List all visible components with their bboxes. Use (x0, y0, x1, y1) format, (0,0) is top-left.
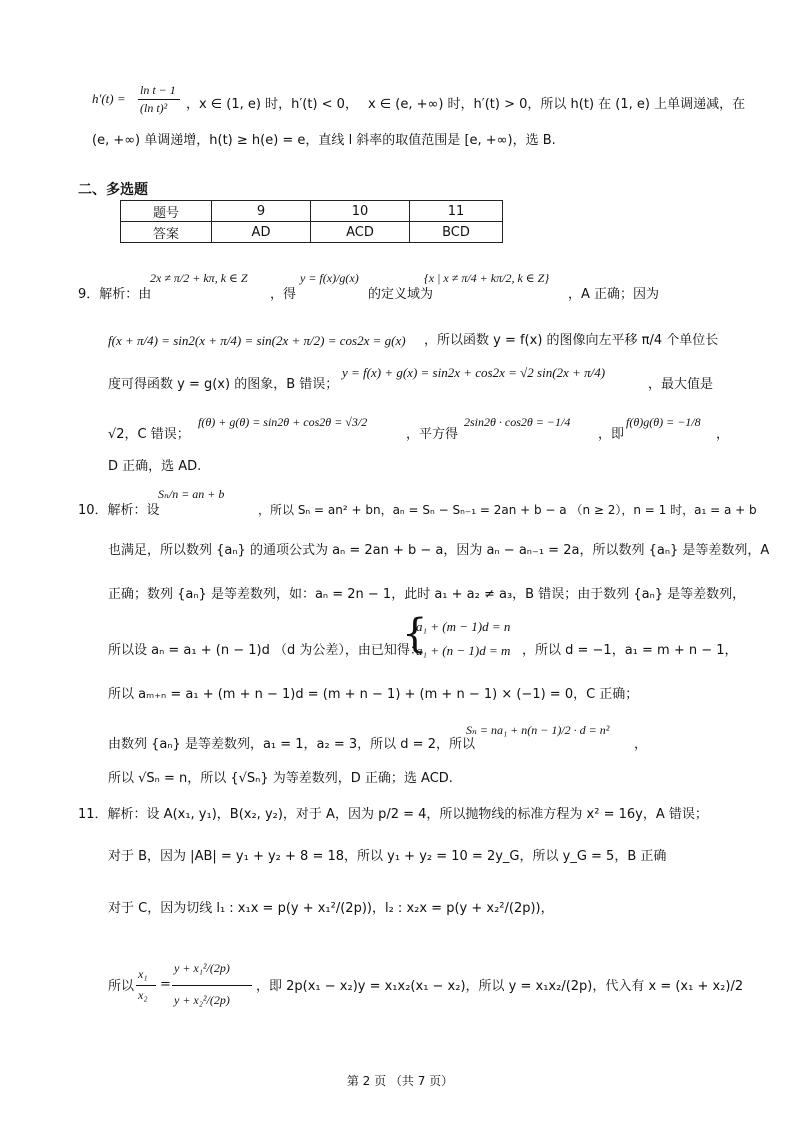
q9-line-3b: y = f(x) + g(x) = sin2x + cos2x = √2 sin(2x + π/4) (342, 365, 606, 380)
table-row (121, 201, 503, 222)
q11-frac-lhs-den: x₂ (138, 988, 148, 1002)
q9-line-1g: ，A 正确；因为 (568, 287, 660, 302)
system-brace: { (402, 611, 428, 657)
q10-line-6b: Sₙ = na₁ + n(n − 1)/2 · d = n² (466, 723, 610, 737)
q10-sys-2: a₁ + (n − 1)d = m (416, 643, 511, 658)
q10-line-2: 也满足，所以数列 {aₙ} 的通项公式为 aₙ = 2an + b − a，因为 aₙ − aₙ₋₁ = 2a，所以数列 {aₙ} 是等差数列，A (108, 543, 770, 558)
q9-line-4b: f(θ) + g(θ) = sin2θ + cos2θ = √3/2 (198, 415, 368, 429)
page-footer: 第 2 页 （共 7 页） (346, 1074, 454, 1088)
q9-line-1d: y = f(x)/g(x) (300, 271, 359, 285)
table-row (121, 222, 503, 243)
q9-line-4d: 2sin2θ · cos2θ = −1/4 (464, 415, 571, 429)
q10-line-5: 所以 aₘ₊ₙ = a₁ + (m + n − 1)d = (m + n − 1) + (m + n − 1) × (−1) = 0，C 正确； (108, 687, 639, 702)
q9-line-1c: ，得 (270, 287, 297, 302)
q9-line-4c: ，平方得 (406, 427, 459, 442)
intro-frac-num: ln t − 1 (140, 83, 176, 97)
q9-line-1f: {x | x ≠ π/4 + kπ/2, k ∈ Z} (424, 271, 550, 285)
table-header-label: 题号 (121, 201, 212, 222)
q11-frac-eq: = (160, 977, 171, 992)
q9-line-3a: 度可得函数 y = g(x) 的图象，B 错误； (108, 377, 339, 392)
q9-line-3c: ，最大值是 (648, 377, 714, 392)
q10-line-4a: 所以设 aₙ = a₁ + (n − 1)d （d 为公差），由已知得： (108, 643, 423, 658)
intro-text-2: x ∈ (e, +∞) 时，h′(t) > 0，所以 h(t) 在 (1, e) 上单调递减，在 (368, 97, 746, 112)
q10-line-3: 正确；数列 {aₙ} 是等差数列，如：aₙ = 2n − 1，此时 a₁ + a₂ ≠ a₃，B 错误；由于数列 {aₙ} 是等差数列， (108, 587, 746, 602)
table-answer-label: 答案 (121, 222, 212, 243)
table-cell: 11 (410, 201, 503, 222)
q9-line-4a: √2，C 错误； (108, 427, 190, 442)
q9-line-2b: ，所以函数 y = f(x) 的图像向左平移 π/4 个单位长 (424, 333, 719, 348)
q11-line-1: 11．解析：设 A(x₁, y₁)，B(x₂, y₂)，对于 A，因为 p/2 = 4，所以抛物线的标准方程为 x² = 16y，A 错误； (78, 807, 708, 822)
q11-frac-rhs-bar (172, 985, 252, 986)
intro-h-prime: h′(t) = (92, 91, 126, 106)
q11-frac-rhs-num: y + x₁²/(2p) (174, 961, 230, 975)
q9-line-1e: 的定义域为 (368, 287, 434, 302)
q11-line-4a: 所以 (108, 979, 135, 994)
q10-line-1c: ，所以 Sₙ = an² + bn，aₙ = Sₙ − Sₙ₋₁ = 2an + b − a （n ≥ 2），n = 1 时，a₁ = a + b (258, 503, 757, 517)
intro-line-2: (e, +∞) 单调递增，h(t) ≥ h(e) = e，直线 l 斜率的取值范围是 [e, +∞)，选 B. (92, 133, 556, 148)
q9-line-1a: 9．解析：由 (78, 287, 152, 302)
q11-frac-lhs-num: x₁ (138, 967, 148, 981)
q11-line-3: 对于 C，因为切线 l₁ : x₁x = p(y + x₁²/(2p))，l₂ : x₂x = p(y + x₂²/(2p))， (108, 901, 554, 916)
q10-sys-1: a₁ + (m − 1)d = n (416, 619, 511, 634)
q10-line-6c: ， (634, 737, 648, 752)
section-title: 二、多选题 (78, 182, 148, 198)
q10-line-1a: 10．解析：设 (78, 503, 160, 518)
table-cell: 9 (212, 201, 311, 222)
table-cell: AD (212, 222, 311, 243)
q10-line-6a: 由数列 {aₙ} 是等差数列，a₁ = 1，a₂ = 3，所以 d = 2，所以 (108, 737, 475, 752)
q11-frac-lhs-bar (136, 985, 156, 986)
intro-frac-den: (ln t)² (140, 101, 168, 115)
q10-line-1b: Sₙ/n = an + b (158, 487, 225, 501)
answer-table (120, 200, 503, 243)
q10-line-4b: ，所以 d = −1，a₁ = m + n − 1， (522, 643, 738, 658)
intro-frac-bar (138, 99, 180, 100)
q9-line-4g: ， (716, 427, 730, 442)
q10-line-7: 所以 √Sₙ = n，所以 {√Sₙ} 为等差数列，D 正确；选 ACD. (108, 771, 453, 786)
q9-line-4f: f(θ)g(θ) = −1/8 (626, 415, 701, 429)
q9-line-4e: ，即 (598, 427, 625, 442)
table-cell: 10 (311, 201, 410, 222)
intro-text-1: ，x ∈ (1, e) 时，h′(t) < 0， (186, 97, 358, 112)
q11-line-2: 对于 B，因为 |AB| = y₁ + y₂ + 8 = 18，所以 y₁ + y₂ = 10 = 2y_G，所以 y_G = 5，B 正确 (108, 849, 667, 864)
q9-line-1b: 2x ≠ π/2 + kπ, k ∈ Z (150, 271, 248, 285)
q9-line-2a: f(x + π/4) = sin2(x + π/4) = sin(2x + π/2) = cos2x = g(x) (108, 333, 406, 348)
q11-frac-rhs-den: y + x₂²/(2p) (174, 993, 230, 1007)
table-cell: BCD (410, 222, 503, 243)
q9-line-5: D 正确，选 AD. (108, 459, 202, 474)
q11-line-4b: ，即 2p(x₁ − x₂)y = x₁x₂(x₁ − x₂)，所以 y = x₁x₂/(2p)，代入有 x = (x₁ + x₂)/2 (256, 979, 744, 994)
table-cell: ACD (311, 222, 410, 243)
